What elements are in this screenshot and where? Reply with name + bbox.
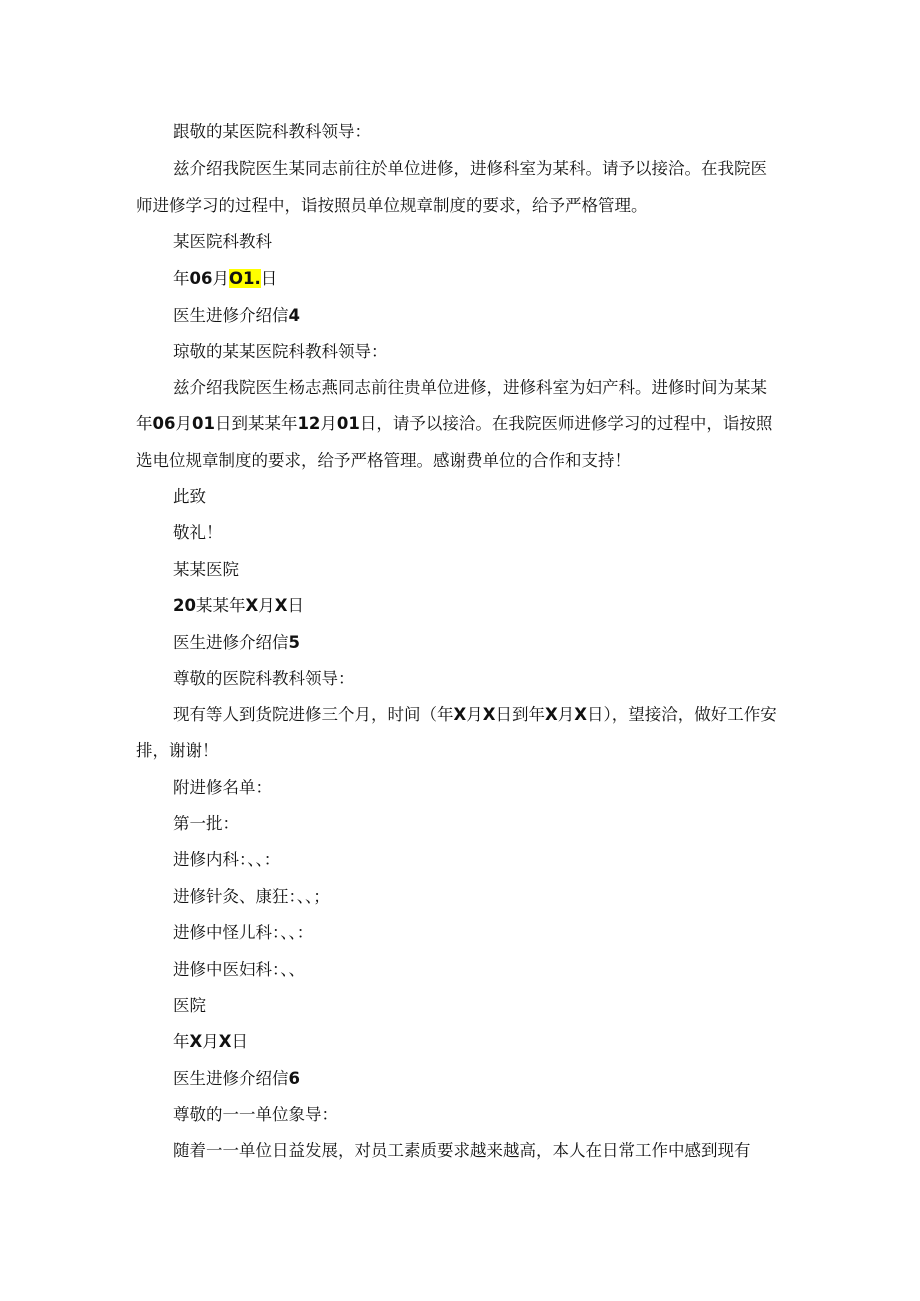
date-line-2: [173, 594, 823, 618]
heading-text: 医生进修介绍信: [173, 1069, 289, 1088]
signature-org-2: 某某医院: [173, 560, 239, 579]
body-paragraph-1-line-1: 兹介绍我院医生某同志前往於单位进修，进修科室为某科。请予以接洽。在我院医: [173, 159, 767, 178]
list-item: 进修内科：、、：: [173, 850, 281, 869]
text-segment: 日: [231, 1032, 248, 1051]
highlighted-date-number: O1.: [228, 269, 261, 288]
signature-org-1: 某医院科教科: [173, 232, 272, 251]
salutation-1: 跟敬的某医院科教科领导：: [173, 122, 371, 141]
list-item: 进修中怪儿科：、、：: [173, 923, 314, 942]
text-segment: 日到某某年: [214, 414, 298, 433]
closing-2: 敬礼！: [173, 523, 223, 542]
number-segment: X: [245, 596, 259, 615]
heading-text: 医生进修介绍信: [173, 633, 289, 652]
date-text: 年: [173, 269, 190, 288]
text-segment: 月: [466, 705, 483, 724]
salutation-3: 尊敬的医院科教科领导：: [173, 669, 355, 688]
heading-number: 4: [288, 306, 300, 325]
salutation-4: 尊敬的一一单位象导：: [173, 1105, 338, 1124]
number-segment: 01: [191, 414, 215, 433]
number-segment: X: [218, 1032, 232, 1051]
list-heading: 附进修名单：: [173, 778, 272, 797]
date-text: 日: [260, 269, 278, 288]
date-number: 06: [189, 269, 213, 288]
text-segment: 日，请予以接洽。在我院医师进修学习的过程中，诣按照: [359, 414, 773, 433]
text-segment: 现有等人到货院进修三个月，时间（年: [173, 705, 454, 724]
heading-text: 医生进修介绍信: [173, 306, 289, 325]
number-segment: 06: [152, 414, 176, 433]
closing-1: 此致: [173, 487, 206, 506]
list-item: 进修针灸、康狂：、、；: [173, 887, 330, 906]
letter-heading-5: [173, 631, 823, 655]
body-paragraph-2-line-3: 选电位规章制度的要求，给予严格管理。感谢费单位的合作和支持！: [136, 451, 631, 470]
text-segment: 日: [287, 596, 304, 615]
text-segment: 月: [557, 705, 575, 724]
text-segment: 日），望接洽，做好工作安: [586, 705, 777, 724]
text-segment: 月: [202, 1032, 219, 1051]
body-paragraph-2-line-2: [136, 412, 786, 436]
number-segment: X: [453, 705, 467, 724]
date-text: 月: [212, 269, 229, 288]
letter-heading-6: [173, 1067, 823, 1091]
number-segment: X: [574, 705, 587, 724]
body-paragraph-3-line-1: [173, 703, 823, 727]
date-line-3: [173, 1030, 823, 1054]
body-paragraph-4-line-1: 随着一一单位日益发展，对员工素质要求越来越高，本人在日常工作中感到现有: [173, 1141, 751, 1160]
heading-number: 6: [288, 1069, 300, 1088]
letter-heading-4: [173, 304, 823, 328]
list-subheading: 第一批：: [173, 814, 239, 833]
body-paragraph-3-line-2: 排，谢谢！: [136, 741, 219, 760]
number-segment: X: [274, 596, 288, 615]
list-item: 进修中医妇科：、、: [173, 960, 305, 979]
number-segment: 12: [297, 414, 321, 433]
salutation-2: 琼敬的某某医院科教科领导：: [173, 342, 388, 361]
text-segment: 月: [175, 414, 192, 433]
text-segment: 年: [173, 1032, 190, 1051]
number-segment: X: [189, 1032, 203, 1051]
text-segment: 某某年: [195, 596, 246, 615]
number-segment: 20: [173, 596, 196, 615]
body-paragraph-1-line-2: 师进修学习的过程中，诣按照员单位规章制度的要求，给予严格管理。: [136, 196, 648, 215]
number-segment: 01: [336, 414, 360, 433]
number-segment: X: [482, 705, 496, 724]
text-segment: 月: [258, 596, 275, 615]
number-segment: X: [544, 705, 558, 724]
date-line-1: [173, 267, 823, 291]
text-segment: 月: [320, 414, 337, 433]
text-segment: 日到年: [495, 705, 545, 724]
text-segment: 年: [136, 414, 153, 433]
signature-org-3: 医院: [173, 996, 206, 1015]
heading-number: 5: [288, 633, 300, 652]
body-paragraph-2-line-1: 兹介绍我院医生杨志燕同志前往贵单位进修，进修科室为妇产科。进修时间为某某: [173, 378, 767, 397]
